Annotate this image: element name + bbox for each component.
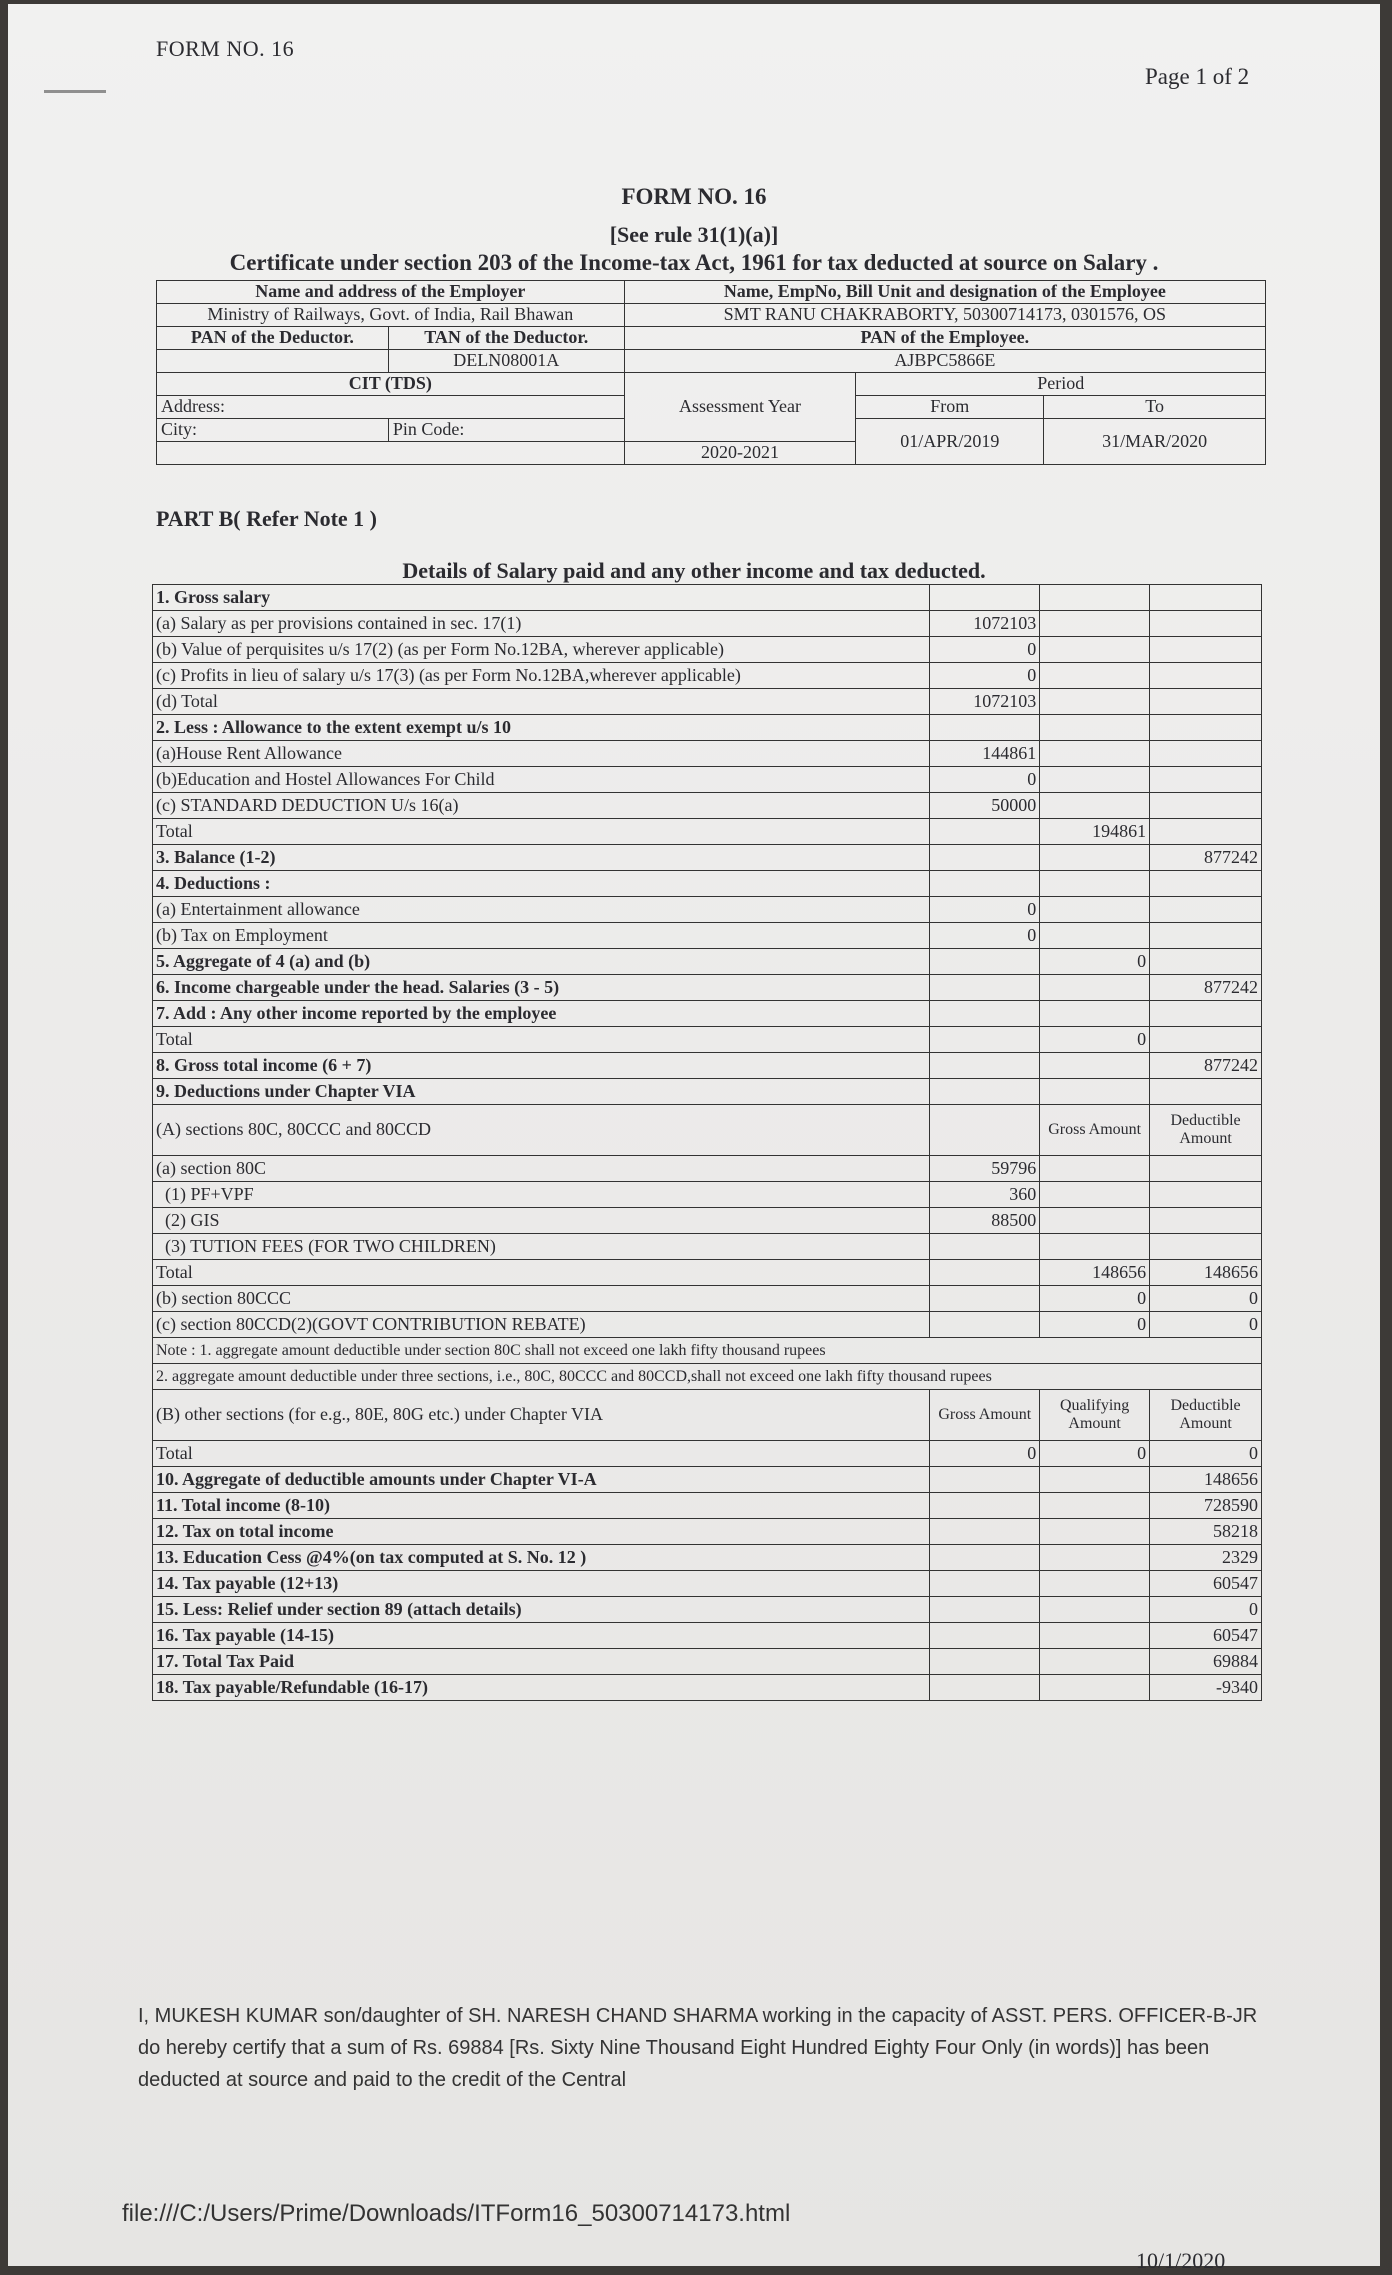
salary-details-table bbox=[152, 584, 1262, 1701]
amount-cell bbox=[1150, 585, 1262, 611]
amount-cell: 0 bbox=[1040, 1441, 1150, 1467]
amount-cell: -9340 bbox=[1150, 1675, 1262, 1701]
amount-cell bbox=[1040, 1597, 1150, 1623]
row-label: Total bbox=[153, 1441, 930, 1467]
row-label: (a) Salary as per provisions contained in sec. 17(1) bbox=[153, 611, 930, 637]
amount-cell bbox=[1150, 1182, 1262, 1208]
amount-cell bbox=[1040, 1156, 1150, 1182]
table-row bbox=[153, 767, 1262, 793]
tan-deductor-value: DELN08001A bbox=[388, 350, 624, 373]
amount-cell bbox=[1150, 715, 1262, 741]
tan-deductor-label: TAN of the Deductor. bbox=[388, 327, 624, 350]
amount-cell: 58218 bbox=[1150, 1519, 1262, 1545]
row-label: (b) Tax on Employment bbox=[153, 923, 930, 949]
certificate-heading: Certificate under section 203 of the Income-tax Act, 1961 for tax deducted at source on Salary . bbox=[229, 250, 1159, 275]
column-header: Gross Amount bbox=[930, 1390, 1040, 1441]
amount-cell bbox=[1150, 1156, 1262, 1182]
table-row bbox=[153, 793, 1262, 819]
employer-name: Ministry of Railways, Govt. of India, Rail Bhawan bbox=[157, 304, 625, 327]
table-row bbox=[153, 611, 1262, 637]
table-row bbox=[153, 1571, 1262, 1597]
address-label: Address: bbox=[157, 396, 625, 419]
row-label: 6. Income chargeable under the head. Salaries (3 - 5) bbox=[153, 975, 930, 1001]
amount-cell bbox=[1040, 845, 1150, 871]
amount-cell bbox=[930, 1675, 1040, 1701]
amount-cell bbox=[930, 1649, 1040, 1675]
table-row bbox=[153, 1053, 1262, 1079]
amount-cell: 148656 bbox=[1040, 1260, 1150, 1286]
table-row bbox=[153, 1286, 1262, 1312]
table-row bbox=[153, 1001, 1262, 1027]
table-row bbox=[153, 1027, 1262, 1053]
table-row bbox=[153, 975, 1262, 1001]
amount-cell bbox=[1150, 897, 1262, 923]
amount-cell bbox=[1040, 1545, 1150, 1571]
row-label: 8. Gross total income (6 + 7) bbox=[153, 1053, 930, 1079]
amount-cell: 0 bbox=[1040, 1286, 1150, 1312]
document-page bbox=[8, 4, 1380, 2273]
amount-cell: 360 bbox=[930, 1182, 1040, 1208]
amount-cell: 0 bbox=[1150, 1441, 1262, 1467]
column-header: Gross Amount bbox=[1040, 1105, 1150, 1156]
row-label: 1. Gross salary bbox=[153, 585, 930, 611]
row-label: (3) TUTION FEES (FOR TWO CHILDREN) bbox=[153, 1234, 930, 1260]
table-row bbox=[153, 1182, 1262, 1208]
amount-cell bbox=[930, 1571, 1040, 1597]
table-row bbox=[153, 1597, 1262, 1623]
amount-cell: 0 bbox=[930, 1441, 1040, 1467]
amount-cell bbox=[1040, 1208, 1150, 1234]
row-label: 16. Tax payable (14-15) bbox=[153, 1623, 930, 1649]
table-row bbox=[153, 1649, 1262, 1675]
row-label: (c) section 80CCD(2)(GOVT CONTRIBUTION REBATE) bbox=[153, 1312, 930, 1338]
row-label: (1) PF+VPF bbox=[153, 1182, 930, 1208]
employee-details: SMT RANU CHAKRABORTY, 50300714173, 0301576, OS bbox=[624, 304, 1265, 327]
row-label: 2. Less : Allowance to the extent exempt u/s 10 bbox=[153, 715, 930, 741]
amount-cell: 877242 bbox=[1150, 975, 1262, 1001]
amount-cell: 194861 bbox=[1040, 819, 1150, 845]
form-number-top: FORM NO. 16 bbox=[156, 36, 295, 61]
amount-cell: 0 bbox=[1040, 949, 1150, 975]
row-label: Total bbox=[153, 1027, 930, 1053]
row-label: (b)Education and Hostel Allowances For Child bbox=[153, 767, 930, 793]
city-label: City: bbox=[157, 419, 389, 442]
amount-cell bbox=[930, 1623, 1040, 1649]
row-label: 12. Tax on total income bbox=[153, 1519, 930, 1545]
pan-employee-label: PAN of the Employee. bbox=[624, 327, 1265, 350]
row-label: (a)House Rent Allowance bbox=[153, 741, 930, 767]
amount-cell: 0 bbox=[1040, 1027, 1150, 1053]
amount-cell bbox=[930, 1079, 1040, 1105]
amount-cell: 0 bbox=[1150, 1286, 1262, 1312]
amount-cell bbox=[930, 1545, 1040, 1571]
column-header: Deductible Amount bbox=[1150, 1390, 1262, 1441]
row-label: 18. Tax payable/Refundable (16-17) bbox=[153, 1675, 930, 1701]
amount-cell bbox=[1040, 715, 1150, 741]
table-row bbox=[153, 715, 1262, 741]
amount-cell: 60547 bbox=[1150, 1623, 1262, 1649]
amount-cell bbox=[1150, 1208, 1262, 1234]
amount-cell: 0 bbox=[930, 663, 1040, 689]
table-row bbox=[153, 1390, 1262, 1441]
amount-cell: 59796 bbox=[930, 1156, 1040, 1182]
row-label: 17. Total Tax Paid bbox=[153, 1649, 930, 1675]
amount-cell bbox=[930, 1286, 1040, 1312]
column-header: Deductible Amount bbox=[1150, 1105, 1262, 1156]
amount-cell: 60547 bbox=[1150, 1571, 1262, 1597]
amount-cell bbox=[1040, 897, 1150, 923]
table-row bbox=[153, 689, 1262, 715]
amount-cell bbox=[930, 1234, 1040, 1260]
row-label: 14. Tax payable (12+13) bbox=[153, 1571, 930, 1597]
table-row bbox=[153, 1493, 1262, 1519]
row-label: (c) STANDARD DEDUCTION U/s 16(a) bbox=[153, 793, 930, 819]
amount-cell: 0 bbox=[930, 637, 1040, 663]
amount-cell bbox=[1150, 871, 1262, 897]
row-label: (a) Entertainment allowance bbox=[153, 897, 930, 923]
row-label: 11. Total income (8-10) bbox=[153, 1493, 930, 1519]
row-label: (c) Profits in lieu of salary u/s 17(3) (as per Form No.12BA,wherever applicable) bbox=[153, 663, 930, 689]
employee-label: Name, EmpNo, Bill Unit and designation of the Employee bbox=[624, 281, 1265, 304]
amount-cell bbox=[1040, 1649, 1150, 1675]
amount-cell bbox=[930, 1597, 1040, 1623]
amount-cell bbox=[1150, 1027, 1262, 1053]
assessment-year: 2020-2021 bbox=[624, 442, 856, 465]
amount-cell: 0 bbox=[930, 897, 1040, 923]
amount-cell: 88500 bbox=[930, 1208, 1040, 1234]
note-1: Note : 1. aggregate amount deductible under section 80C shall not exceed one lakh fifty thousand rupees bbox=[153, 1338, 1262, 1364]
table-row bbox=[153, 637, 1262, 663]
amount-cell bbox=[1040, 1675, 1150, 1701]
amount-cell bbox=[930, 975, 1040, 1001]
amount-cell bbox=[1040, 1571, 1150, 1597]
amount-cell bbox=[1040, 1519, 1150, 1545]
table-row bbox=[153, 741, 1262, 767]
amount-cell bbox=[1150, 767, 1262, 793]
amount-cell: 0 bbox=[1150, 1597, 1262, 1623]
amount-cell bbox=[1040, 1079, 1150, 1105]
amount-cell bbox=[930, 1519, 1040, 1545]
amount-cell: 2329 bbox=[1150, 1545, 1262, 1571]
table-row bbox=[153, 949, 1262, 975]
print-date: 10/1/2020 bbox=[1136, 2248, 1226, 2273]
table-row bbox=[153, 1519, 1262, 1545]
amount-cell bbox=[930, 585, 1040, 611]
amount-cell bbox=[1040, 975, 1150, 1001]
details-heading: Details of Salary paid and any other income and tax deducted. bbox=[402, 558, 986, 583]
amount-cell bbox=[1040, 1493, 1150, 1519]
table-row bbox=[153, 1156, 1262, 1182]
from-label: From bbox=[856, 396, 1044, 419]
column-header: Qualifying Amount bbox=[1040, 1390, 1150, 1441]
amount-cell bbox=[1150, 741, 1262, 767]
table-row bbox=[153, 845, 1262, 871]
pin-code-label: Pin Code: bbox=[388, 419, 624, 442]
row-label: 7. Add : Any other income reported by the employee bbox=[153, 1001, 930, 1027]
amount-cell: 148656 bbox=[1150, 1260, 1262, 1286]
table-row bbox=[153, 1441, 1262, 1467]
row-label: (A) sections 80C, 80CCC and 80CCD bbox=[153, 1105, 930, 1156]
period-from: 01/APR/2019 bbox=[856, 419, 1044, 465]
amount-cell bbox=[1150, 611, 1262, 637]
pan-deductor-value bbox=[157, 350, 389, 373]
employer-name-label: Name and address of the Employer bbox=[157, 281, 625, 304]
to-label: To bbox=[1044, 396, 1266, 419]
table-row bbox=[153, 585, 1262, 611]
amount-cell: 144861 bbox=[930, 741, 1040, 767]
amount-cell bbox=[1040, 611, 1150, 637]
amount-cell: 0 bbox=[1150, 1312, 1262, 1338]
amount-cell: 50000 bbox=[930, 793, 1040, 819]
amount-cell: 148656 bbox=[1150, 1467, 1262, 1493]
row-label: 3. Balance (1-2) bbox=[153, 845, 930, 871]
amount-cell bbox=[1040, 871, 1150, 897]
table-row bbox=[153, 1675, 1262, 1701]
table-row bbox=[153, 1208, 1262, 1234]
amount-cell bbox=[930, 871, 1040, 897]
row-label: (d) Total bbox=[153, 689, 930, 715]
amount-cell bbox=[1040, 1467, 1150, 1493]
rule-reference: [See rule 31(1)(a)] bbox=[609, 222, 779, 247]
amount-cell bbox=[1040, 689, 1150, 715]
amount-cell: 877242 bbox=[1150, 1053, 1262, 1079]
table-row bbox=[153, 1234, 1262, 1260]
amount-cell bbox=[930, 819, 1040, 845]
amount-cell bbox=[1040, 637, 1150, 663]
amount-cell bbox=[930, 1027, 1040, 1053]
amount-cell: 1072103 bbox=[930, 611, 1040, 637]
amount-cell bbox=[1040, 793, 1150, 819]
amount-cell bbox=[1150, 1234, 1262, 1260]
table-row bbox=[153, 1260, 1262, 1286]
note-2: 2. aggregate amount deductible under three sections, i.e., 80C, 80CCC and 80CCD,shall not exceed one lakh fifty thousand rupees bbox=[153, 1364, 1262, 1390]
row-label: (B) other sections (for e.g., 80E, 80G etc.) under Chapter VIA bbox=[153, 1390, 930, 1441]
row-label: 15. Less: Relief under section 89 (attach details) bbox=[153, 1597, 930, 1623]
amount-cell bbox=[930, 1260, 1040, 1286]
table-row bbox=[153, 1623, 1262, 1649]
amount-cell bbox=[930, 715, 1040, 741]
page-indicator: Page 1 of 2 bbox=[1145, 64, 1250, 89]
amount-cell bbox=[1150, 663, 1262, 689]
part-b-heading: PART B( Refer Note 1 ) bbox=[156, 506, 377, 531]
certification-text: I, MUKESH KUMAR son/daughter of SH. NARESH CHAND SHARMA working in the capacity of ASST. PERS. OFFICER-B-JR do hereby certify that a sum of Rs. 69884 [Rs. Sixty Nine Thousand Eight Hundred Eighty Four Only (in words)] has been deducted at source and paid to the credit of the Central bbox=[138, 2005, 1258, 2091]
cit-label: CIT (TDS) bbox=[157, 373, 625, 396]
table-row bbox=[153, 871, 1262, 897]
amount-cell bbox=[930, 1467, 1040, 1493]
table-row bbox=[153, 1467, 1262, 1493]
amount-cell bbox=[1040, 767, 1150, 793]
row-label: 4. Deductions : bbox=[153, 871, 930, 897]
row-label: Total bbox=[153, 819, 930, 845]
table-row bbox=[153, 897, 1262, 923]
amount-cell bbox=[1150, 1079, 1262, 1105]
row-label: 10. Aggregate of deductible amounts under Chapter VI-A bbox=[153, 1467, 930, 1493]
amount-cell: 0 bbox=[1040, 1312, 1150, 1338]
amount-cell: 69884 bbox=[1150, 1649, 1262, 1675]
amount-cell bbox=[1040, 1001, 1150, 1027]
amount-cell bbox=[930, 1053, 1040, 1079]
amount-cell bbox=[1040, 923, 1150, 949]
amount-cell bbox=[930, 949, 1040, 975]
amount-cell bbox=[930, 1312, 1040, 1338]
pen-mark bbox=[44, 90, 106, 93]
amount-cell bbox=[1040, 663, 1150, 689]
row-label: 13. Education Cess @4%(on tax computed at S. No. 12 ) bbox=[153, 1545, 930, 1571]
table-row bbox=[153, 1105, 1262, 1156]
column-header bbox=[930, 1105, 1040, 1156]
amount-cell: 0 bbox=[930, 767, 1040, 793]
row-label: (a) section 80C bbox=[153, 1156, 930, 1182]
amount-cell bbox=[1150, 923, 1262, 949]
row-label: Total bbox=[153, 1260, 930, 1286]
amount-cell bbox=[1040, 1234, 1150, 1260]
period-to: 31/MAR/2020 bbox=[1044, 419, 1266, 465]
amount-cell bbox=[1040, 741, 1150, 767]
amount-cell bbox=[1150, 1001, 1262, 1027]
file-path: file:///C:/Users/Prime/Downloads/ITForm16_50300714173.html bbox=[122, 2200, 791, 2227]
row-label: (b) section 80CCC bbox=[153, 1286, 930, 1312]
pan-deductor-label: PAN of the Deductor. bbox=[157, 327, 389, 350]
row-label: 5. Aggregate of 4 (a) and (b) bbox=[153, 949, 930, 975]
blank-cell bbox=[157, 442, 625, 465]
table-row bbox=[153, 923, 1262, 949]
amount-cell bbox=[1040, 585, 1150, 611]
amount-cell bbox=[930, 1493, 1040, 1519]
amount-cell bbox=[1150, 949, 1262, 975]
employer-employee-table bbox=[156, 280, 1266, 465]
row-label: (b) Value of perquisites u/s 17(2) (as per Form No.12BA, wherever applicable) bbox=[153, 637, 930, 663]
amount-cell bbox=[1150, 793, 1262, 819]
amount-cell bbox=[1040, 1182, 1150, 1208]
amount-cell bbox=[1040, 1053, 1150, 1079]
amount-cell bbox=[930, 1001, 1040, 1027]
table-row bbox=[153, 819, 1262, 845]
amount-cell: 0 bbox=[930, 923, 1040, 949]
period-label: Period bbox=[856, 373, 1266, 396]
row-label: 9. Deductions under Chapter VIA bbox=[153, 1079, 930, 1105]
amount-cell bbox=[1150, 637, 1262, 663]
table-row bbox=[153, 1312, 1262, 1338]
amount-cell bbox=[930, 845, 1040, 871]
amount-cell: 1072103 bbox=[930, 689, 1040, 715]
table-row bbox=[153, 1545, 1262, 1571]
amount-cell bbox=[1040, 1623, 1150, 1649]
amount-cell bbox=[1150, 689, 1262, 715]
pan-employee-value: AJBPC5866E bbox=[624, 350, 1265, 373]
table-row bbox=[153, 663, 1262, 689]
row-label: (2) GIS bbox=[153, 1208, 930, 1234]
amount-cell bbox=[1150, 819, 1262, 845]
amount-cell: 877242 bbox=[1150, 845, 1262, 871]
table-row bbox=[153, 1079, 1262, 1105]
amount-cell: 728590 bbox=[1150, 1493, 1262, 1519]
assessment-year-label: Assessment Year bbox=[624, 373, 856, 442]
form-title: FORM NO. 16 bbox=[621, 184, 767, 209]
